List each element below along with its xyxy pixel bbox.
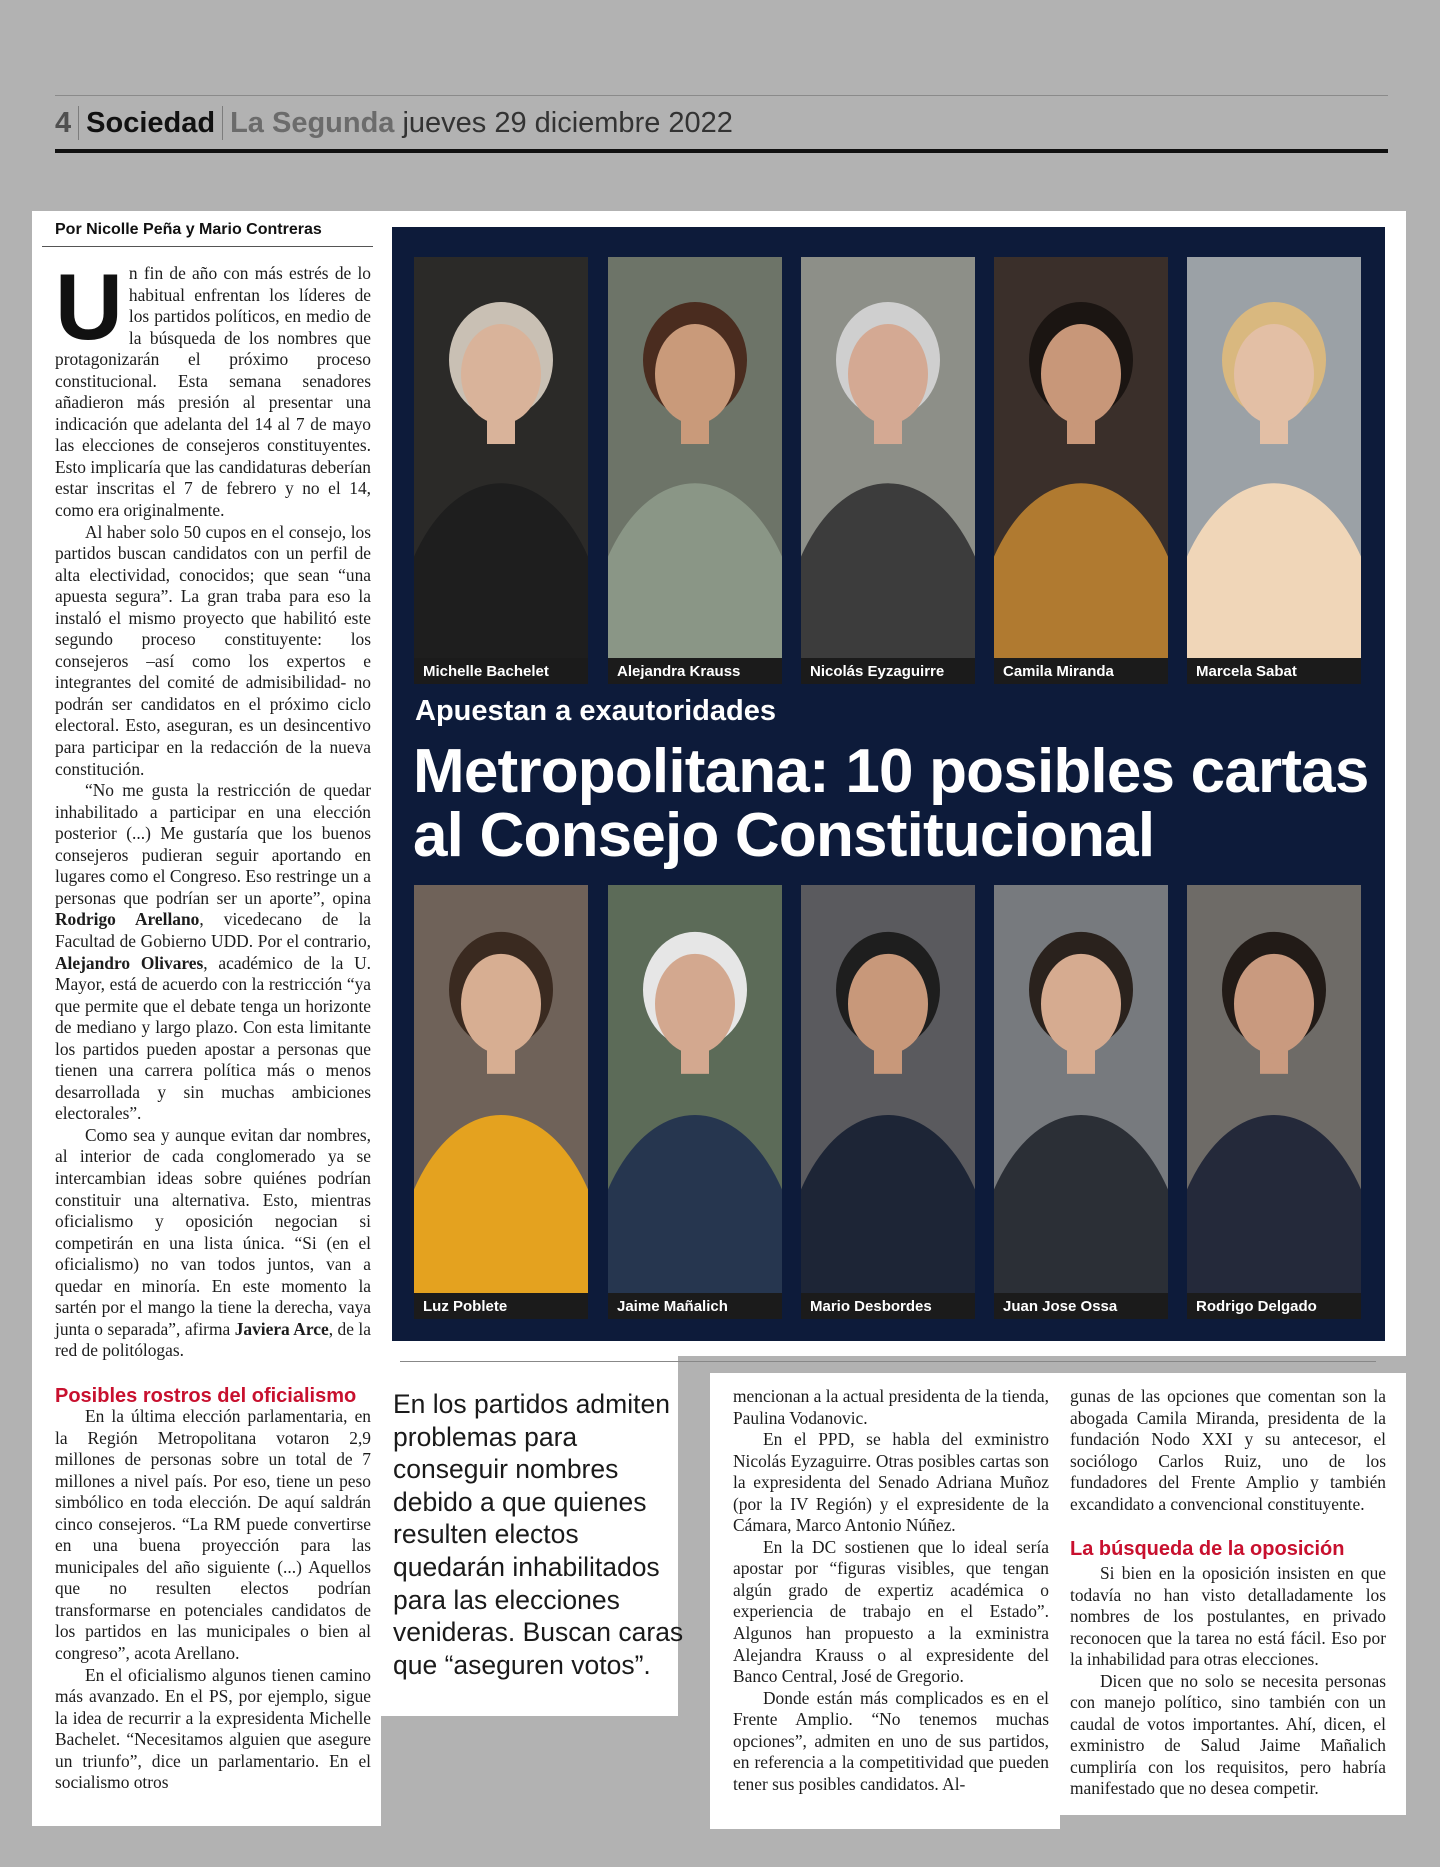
- name-caption-bar: [801, 658, 975, 684]
- paragraph: gunas de las opciones que comentan son la abogada Camila Miranda, presidenta de la fundación Nodo XXI y su antecesor, el sociólogo Carlos Ruiz, uno de los fundadores del Frente Amplio y también excandidato a convencional constituyente.: [1070, 1386, 1386, 1514]
- header-bottom-rule: [55, 149, 1388, 153]
- person-name: Juan Jose Ossa: [1003, 1298, 1118, 1315]
- portrait-photo: [1187, 257, 1361, 684]
- person-name: Rodrigo Delgado: [1196, 1298, 1317, 1315]
- quoted-person: Alejandro Olivares: [55, 952, 204, 973]
- portrait-illustration: [414, 885, 588, 1319]
- portrait-illustration: [414, 257, 588, 684]
- paragraph: En la última elección parlamentaria, en la Región Metropolitana votaron 2,9 millones de personas sobre un total de 7 millones a nivel país. Por eso, tiene un peso simbólico en toda elección. De aquí saldrán cinco consejeros. “La RM puede convertirse en una buena proyección para las municipales del año siguiente (...) Aquellos que no resulten electos podrían transformarse en potenciales candidatos de los partidos en las municipales o bien al congreso”, acota Arellano.: [55, 1406, 371, 1664]
- paragraph: En la DC sostienen que lo ideal sería apostar por “figuras visibles, que tengan algún grado de expertiz académica o experiencia de trabajo en el Estado”. Algunos han propuesto a la exministra Alejandra Krauss o al expresidente del Banco Central, José de Gregorio.: [733, 1536, 1049, 1687]
- portrait-photo: [608, 885, 782, 1319]
- paragraph: mencionan a la actual presidenta de la tienda, Paulina Vodanovic.: [733, 1386, 1049, 1428]
- pull-quote: En los partidos admiten problemas para conseguir nombres debido a que quienes resulten electos quedarán inhabilitados para las elecciones venideras. Buscan caras que “aseguren votos”.: [393, 1389, 684, 1680]
- header-top-rule: [55, 95, 1388, 96]
- person-name: Michelle Bachelet: [423, 663, 549, 680]
- name-caption-bar: [994, 1293, 1168, 1319]
- page-header: [55, 100, 733, 146]
- subheading-oficialismo: Posibles rostros del oficialismo: [55, 1385, 357, 1407]
- portrait-photo: [608, 257, 782, 684]
- section-name: Sociedad: [86, 106, 216, 139]
- name-caption-bar: [414, 658, 588, 684]
- quoted-person: Rodrigo Arellano: [55, 909, 200, 930]
- paragraph: Dicen que no solo se necesita personas con manejo político, sino también con un caudal de votos importantes. Ahí, dicen, el exministro de Salud Jaime Mañalich cumpliría con los requisitos, pero habría manifestado que no desea competir.: [1070, 1670, 1386, 1799]
- name-caption-bar: [608, 1293, 782, 1319]
- name-caption-bar: [1187, 1293, 1361, 1319]
- person-name: Alejandra Krauss: [617, 663, 741, 680]
- portrait-photo: [414, 885, 588, 1319]
- subheading-oposicion: La búsqueda de la oposición: [1070, 1538, 1345, 1560]
- person-name: Camila Miranda: [1003, 663, 1114, 680]
- feature-headline: Metropolitana: 10 posibles cartas al Consejo Constitucional: [413, 737, 1369, 870]
- portrait-illustration: [801, 885, 975, 1319]
- portrait-photo: [1187, 885, 1361, 1319]
- paragraph: En el PPD, se habla del exministro Nicolás Eyzaguirre. Otras posibles cartas son la expresidenta del Senado Adriana Muñoz (por la IV Región) y el expresidente de la Cámara, Marco Antonio Núñez.: [733, 1429, 1049, 1536]
- name-caption-bar: [801, 1293, 975, 1319]
- article-body-part-4: [1070, 1386, 1386, 1515]
- paragraph: Al haber solo 50 cupos en el consejo, los partidos buscan candidatos con un perfil de alta electividad, conocidos; que sean “una apuesta segura”. La gran traba para eso la instaló el mismo proyecto que habilitó este segundo proceso constituyente: los consejeros –así como los expertos e integrantes del comité de admisibilidad- no podrán ser candidatos en el próximo ciclo electoral. Esto, aseguran, es un desincentivo para participar en la redacción de la nueva constitución.: [55, 521, 371, 779]
- portrait-illustration: [1187, 885, 1361, 1319]
- paragraph-text: , de la red de politólogas.: [55, 1318, 371, 1361]
- name-caption-bar: [1187, 658, 1361, 684]
- portrait-photo: [414, 257, 588, 684]
- portrait-photo: [994, 885, 1168, 1319]
- person-name: Nicolás Eyzaguirre: [810, 663, 945, 680]
- portrait-illustration: [994, 885, 1168, 1319]
- name-caption-bar: [414, 1293, 588, 1319]
- newspaper-name: La Segunda: [230, 106, 395, 139]
- issue-date: jueves 29 diciembre 2022: [402, 106, 733, 139]
- portrait-photo: [801, 885, 975, 1319]
- header-separator: [78, 106, 79, 140]
- paragraph: [55, 1125, 371, 1362]
- person-name: Luz Poblete: [423, 1298, 508, 1315]
- portrait-illustration: [1187, 257, 1361, 684]
- article-body-part-5: [1070, 1563, 1386, 1800]
- person-name: Jaime Mañalich: [617, 1298, 728, 1315]
- byline: Por Nicolle Peña y Mario Contreras: [55, 221, 322, 238]
- paragraph-text: n fin de año con más estrés de lo habitual enfrentan los líderes de los partidos políticos, en medio de la búsqueda de los nombres que protagonizarán el próximo proceso constitucional. Esta semana senadores añadieron más presión al presentar una indicación que adelanta del 14 al 7 de mayo las elecciones de consejeros constituyentes. Esto implicaría que las candidaturas deberían estar inscritas el 7 de febrero y no el 14, como era originalmente.: [55, 263, 371, 521]
- header-separator: [222, 106, 223, 140]
- article-body-part-2: [55, 1406, 371, 1794]
- paragraph: [55, 780, 371, 1125]
- drop-cap: U: [55, 254, 123, 359]
- feature-kicker: Apuestan a exautoridades: [415, 695, 776, 727]
- paragraph-text: Como sea y aunque evitan dar nombres, al interior de cada conglomerado ya se intercambian ideas sobre quiénes podrían constituir una alternativa. Esto, mientras oficialismo y oposición negocian si competirán en una lista única. “Si (en el oficialismo) no van todos juntos, van a quedar en minoría. En este momento la sartén por el mango la tiene la derecha, vaya junta o separada”, afirma: [55, 1124, 371, 1339]
- paragraph-text: “No me gusta la restricción de quedar inhabilitado a participar en una elección posterior (...) Me gustaría que los buenos consejeros pudieran seguir aportando en lugares como el Congreso. Eso restringe un a personas que podrían ser un aporte”, opina: [55, 780, 371, 908]
- portrait-illustration: [994, 257, 1168, 684]
- paragraph: Donde están más complicados es en el Frente Amplio. “No tenemos muchas opciones”, admiten en uno de sus partidos, en referencia a la competitividad que pueden tener sus posibles candidatos. Al-: [733, 1687, 1049, 1794]
- portrait-illustration: [801, 257, 975, 684]
- paragraph: [55, 254, 371, 522]
- name-caption-bar: [608, 658, 782, 684]
- portrait-photo: [801, 257, 975, 684]
- quoted-person: Javiera Arce: [234, 1318, 329, 1339]
- paragraph: En el oficialismo algunos tienen camino más avanzado. En el PS, por ejemplo, sigue la idea de recurrir a la expresidenta Michelle Bachelet. “Necesitamos alguien que asegure un triunfo”, dice un parlamentario. En el socialismo otros: [55, 1664, 371, 1793]
- person-name: Mario Desbordes: [810, 1298, 932, 1315]
- portrait-illustration: [608, 257, 782, 684]
- article-body-part-1: [55, 254, 371, 1362]
- article-body-part-3: [733, 1386, 1049, 1795]
- name-caption-bar: [994, 658, 1168, 684]
- paragraph-text: , académico de la U. Mayor, está de acuerdo con la restricción “ya que permite que el debate tenga un horizonte de mediano y largo plazo. Con esta limitante los partidos pueden apostar a personas que tienen una carrera política más o menos desarrollada y sin muchas ambiciones electorales”.: [55, 952, 371, 1124]
- person-name: Marcela Sabat: [1196, 663, 1297, 680]
- page-number: 4: [55, 106, 72, 139]
- paragraph-text: , vicedecano de la Facultad de Gobierno UDD. Por el contrario,: [55, 909, 371, 951]
- portrait-illustration: [608, 885, 782, 1319]
- portrait-photo: [994, 257, 1168, 684]
- paragraph: Si bien en la oposición insisten en que todavía no han visto detalladamente los nombres de los postulantes, en privado reconocen que la tarea no está fácil. Eso por la inhabilidad para otras elecciones.: [1070, 1563, 1386, 1670]
- divider-rule: [400, 1361, 1376, 1362]
